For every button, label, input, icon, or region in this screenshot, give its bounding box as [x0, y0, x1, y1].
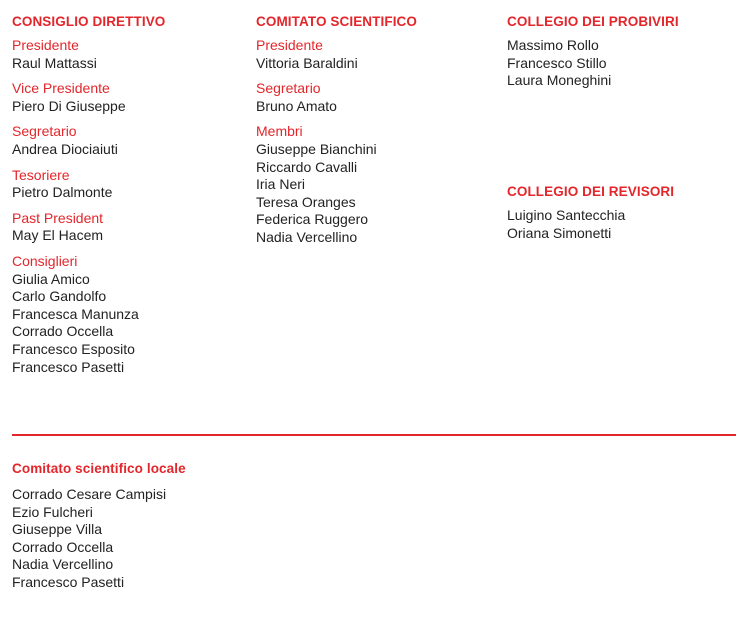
section-title: COLLEGIO DEI REVISORI: [507, 184, 675, 199]
member-name: Vittoria Baraldini: [256, 54, 358, 71]
member-name: Carlo Gandolfo: [12, 288, 107, 305]
section-divider: [12, 434, 736, 436]
role-group-presidente: [256, 37, 486, 72]
member-name: Federica Ruggero: [256, 211, 369, 228]
member-name: Bruno Amato: [256, 97, 337, 114]
member-name: Iria Neri: [256, 176, 306, 193]
role-group-segretario: [12, 123, 242, 158]
role-group-past-president: [12, 210, 242, 245]
member-name: Teresa Oranges: [256, 193, 356, 210]
role-label: Consiglieri: [12, 252, 78, 269]
consiglio-direttivo-section: [12, 13, 242, 384]
role-group-membri: [256, 123, 486, 246]
member-name: Francesca Manunza: [12, 305, 139, 322]
role-label: Vice Presidente: [12, 80, 110, 97]
section-title: COMITATO SCIENTIFICO: [256, 14, 417, 29]
role-label: Presidente: [256, 37, 323, 53]
member-name: Corrado Occella: [12, 538, 114, 555]
member-name: Andrea Diociaiuti: [12, 140, 118, 157]
role-label: Segretario: [256, 80, 321, 97]
member-name: Francesco Esposito: [12, 340, 135, 357]
member-name: Giuseppe Bianchini: [256, 140, 377, 157]
role-label: Presidente: [12, 37, 79, 53]
member-name: Giuseppe Villa: [12, 521, 103, 538]
member-name: Nadia Vercellino: [256, 228, 358, 245]
comitato-scientifico-section: [256, 13, 486, 255]
member-name: Francesco Pasetti: [12, 573, 125, 590]
role-group-vice-presidente: [12, 80, 242, 115]
member-name: Francesco Pasetti: [12, 358, 125, 375]
section-title: CONSIGLIO DIRETTIVO: [12, 14, 166, 29]
member-name: Massimo Rollo: [507, 37, 599, 53]
member-name: Ezio Fulcheri: [12, 503, 93, 520]
member-name: Riccardo Cavalli: [256, 158, 358, 175]
member-name: Corrado Cesare Campisi: [12, 486, 167, 502]
role-group-segretario: [256, 80, 486, 115]
comitato-scientifico-locale-section: [12, 460, 312, 592]
role-group-tesoriere: [12, 167, 242, 202]
member-name: Corrado Occella: [12, 323, 114, 340]
member-name: Piero Di Giuseppe: [12, 97, 126, 114]
role-label: Past President: [12, 209, 104, 226]
role-label: Segretario: [12, 123, 77, 140]
collegio-revisori-section: [507, 183, 742, 242]
member-name: Luigino Santecchia: [507, 207, 626, 223]
member-name: Pietro Dalmonte: [12, 184, 113, 201]
member-name: Oriana Simonetti: [507, 224, 612, 241]
collegio-probiviri-section: [507, 13, 742, 90]
section-title: COLLEGIO DEI PROBIVIRI: [507, 14, 679, 29]
role-label: Membri: [256, 123, 303, 140]
role-group-presidente: [12, 37, 242, 72]
member-name: Francesco Stillo: [507, 54, 607, 71]
member-name: Nadia Vercellino: [12, 556, 114, 573]
member-name: Giulia Amico: [12, 270, 90, 287]
section-title: Comitato scientifico locale: [12, 461, 186, 476]
member-name: Raul Mattassi: [12, 54, 97, 71]
role-label: Tesoriere: [12, 166, 70, 183]
member-name: Laura Moneghini: [507, 72, 612, 89]
member-name: May El Hacem: [12, 227, 104, 244]
role-group-consiglieri: [12, 253, 242, 376]
